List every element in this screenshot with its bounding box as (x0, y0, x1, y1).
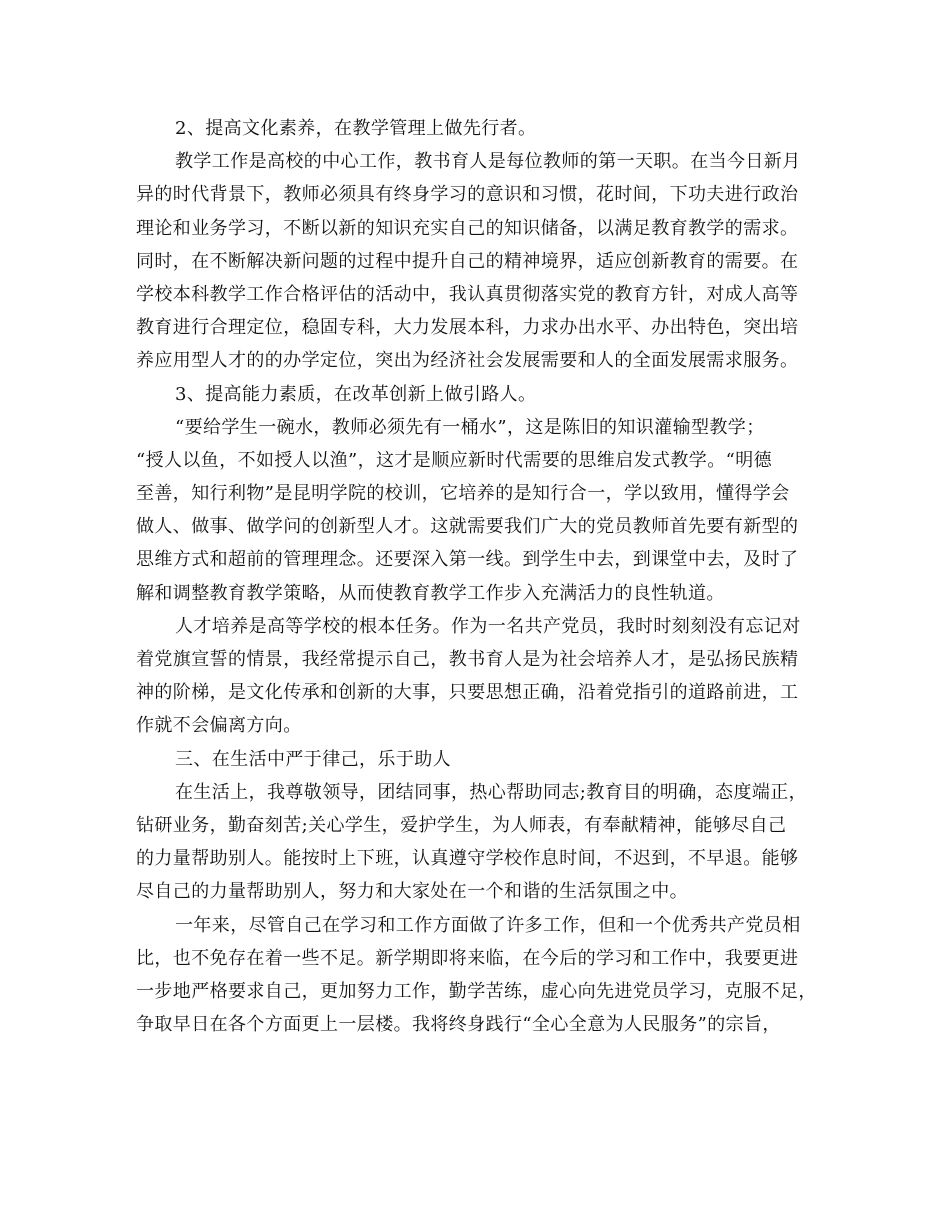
paragraph-line: 着党旗宣誓的情景，我经常提示自己，教书育人是为社会培养人才，是弘扬民族精 (136, 649, 799, 670)
paragraph-line: 教学工作是高校的中心工作，教书育人是每位教师的第一天职。在当今日新月 (175, 151, 801, 173)
paragraph-line: 人才培养是高等学校的根本任务。作为一名共产党员，我时时刻刻没有忘记对 (175, 615, 801, 637)
section-heading-3: 3、提高能力素质，在改革创新上做引路人。 (175, 383, 537, 405)
paragraph-line: 教育进行合理定位，稳固专科，大力发展本科，力求办出水平、办出特色，突出培 (136, 317, 799, 339)
paragraph-line: 争取早日在各个方面更上一层楼。我将终身践行“全心全意为人民服务”的宗旨， (136, 1014, 781, 1036)
paragraph-line: “要给学生一碗水，教师必须先有一桶水”，这是陈旧的知识灌输型教学； (175, 416, 765, 438)
paragraph-line: 一步地严格要求自己，更加努力工作，勤学苦练，虚心向先进党员学习，克服不足， (136, 980, 817, 1002)
paragraph-line: 至善，知行利物”是昆明学院的校训，它培养的是知行合一，学以致用，懂得学会 (136, 483, 790, 505)
paragraph-line: 的力量帮助别人。能按时上下班，认真遵守学校作息时间，不迟到，不早退。能够 (136, 848, 799, 870)
paragraph-line: 思维方式和超前的管理理念。还要深入第一线。到学生中去，到课堂中去，及时了 (136, 549, 799, 571)
paragraph-line: 钻研业务，勤奋刻苦;关心学生，爱护学生，为人师表，有奉献精神，能够尽自己 (136, 814, 787, 836)
document-page (136, 112, 820, 1041)
paragraph-line: 异的时代背景下，教师必须具有终身学习的意识和习惯，花时间，下功夫进行政治 (136, 184, 799, 206)
section-heading-three: 三、在生活中严于律己，乐于助人 (175, 748, 451, 770)
paragraph-line: 做人、做事、做学问的创新型人才。这就需要我们广大的党员教师首先要有新型的 (136, 516, 799, 538)
paragraph-line: 作就不会偏离方向。 (136, 715, 302, 737)
paragraph-line: 尽自己的力量帮助别人，努力和大家处在一个和谐的生活氛围之中。 (136, 881, 688, 903)
paragraph-line: 神的阶梯，是文化传承和创新的大事，只要思想正确，沿着党指引的道路前进，工 (136, 682, 799, 704)
paragraph-line: 比，也不免存在着一些不足。新学期即将来临，在今后的学习和工作中，我要更进 (136, 947, 799, 969)
paragraph-line: 一年来，尽管自己在学习和工作方面做了许多工作，但和一个优秀共产党员相 (175, 914, 801, 936)
paragraph-line: 学校本科教学工作合格评估的活动中，我认真贯彻落实党的教育方针，对成人高等 (136, 283, 799, 305)
paragraph-line: 养应用型人才的的办学定位，突出为经济社会发展需要和人的全面发展需求服务。 (136, 350, 799, 372)
paragraph-line: 同时，在不断解决新问题的过程中提升自己的精神境界，适应创新教育的需要。在 (136, 250, 799, 272)
section-heading-2: 2、提高文化素养，在教学管理上做先行者。 (175, 118, 537, 139)
paragraph-line: 理论和业务学习，不断以新的知识充实自己的知识储备，以满足教育教学的需求。 (136, 217, 799, 239)
paragraph-line: “授人以鱼，不如授人以渔”，这才是顺应新时代需要的思维启发式教学。“明德 (136, 449, 773, 471)
paragraph-line: 在生活上，我尊敬领导，团结同事，热心帮助同志;教育目的明确，态度端正， (175, 781, 808, 803)
paragraph-line: 解和调整教育教学策略，从而使教育教学工作步入充满活力的良性轨道。 (136, 582, 725, 604)
